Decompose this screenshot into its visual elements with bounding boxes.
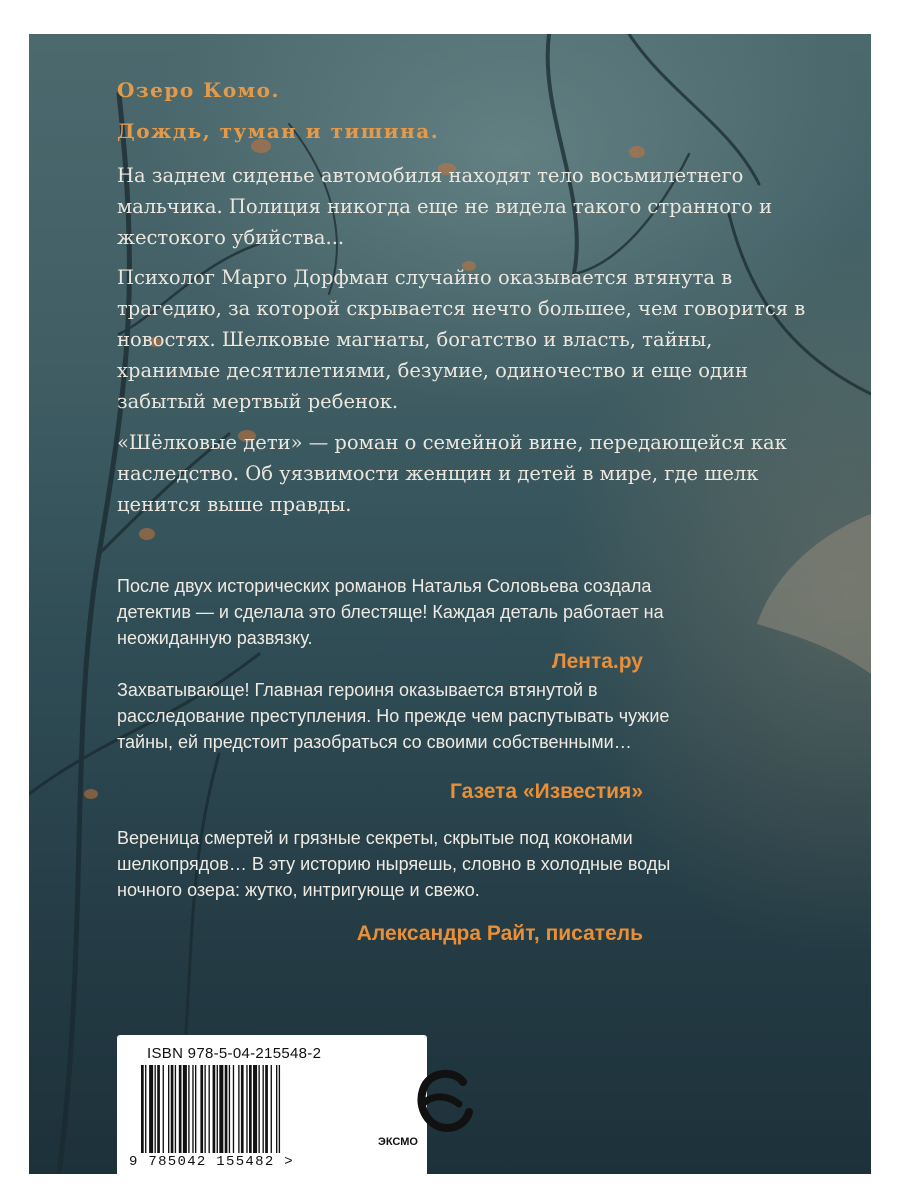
description-paragraph-2: Психолог Марго Дорфман случайно оказывается втянута в трагедию, за которой скрывается нечто большее, чем говорится в новостях. Шелковые магнаты, богатство и власть, тайны, хранимые десятилетиями, безумие, одиночество и еще один забытый мертвый ребенок. bbox=[117, 266, 806, 413]
barcode-bar bbox=[188, 1065, 189, 1153]
barcode-bar bbox=[192, 1065, 193, 1153]
barcode-bar bbox=[276, 1065, 277, 1153]
barcode-bar bbox=[157, 1065, 160, 1153]
review-quote-3: Вереница смертей и грязные секреты, скрытые под коконами шелкопрядов… В эту историю ныряешь, словно в холодные воды ночного озера: жутко, интригующе и свежо. bbox=[117, 828, 671, 900]
barcode-bar bbox=[155, 1065, 156, 1153]
barcode-bar bbox=[149, 1065, 153, 1153]
barcode-bar bbox=[271, 1065, 272, 1153]
intro-title-line-1: Озеро Комо. bbox=[117, 78, 280, 102]
barcode-bar bbox=[258, 1065, 259, 1153]
barcode-bar bbox=[168, 1065, 169, 1153]
barcode-bar bbox=[238, 1065, 239, 1153]
review-source-1: Лента.ру bbox=[551, 650, 643, 673]
publisher-name: ЭКСМО bbox=[378, 1136, 418, 1148]
barcode-bar bbox=[233, 1065, 234, 1153]
barcode-bar bbox=[263, 1065, 264, 1153]
barcode-bar bbox=[213, 1065, 216, 1153]
description-paragraph-3: «Шёлковые дети» — роман о семейной вине, передающейся как наследство. Об уязвимости женщин и детей в мире, где шелк ценится выше правды. bbox=[117, 431, 787, 516]
moth-wing-shape bbox=[757, 514, 871, 674]
barcode-bar bbox=[229, 1065, 230, 1153]
barcode-bar bbox=[175, 1065, 176, 1153]
barcode-bar bbox=[279, 1065, 280, 1153]
barcode-bar bbox=[183, 1065, 187, 1153]
barcode-bar bbox=[217, 1065, 218, 1153]
isbn-text: ISBN 978-5-04-215548-2 bbox=[147, 1045, 322, 1062]
barcode-bar bbox=[225, 1065, 228, 1153]
barcode-bar bbox=[219, 1065, 223, 1153]
review-source-2: Газета «Известия» bbox=[450, 780, 643, 803]
barcode-bar bbox=[265, 1065, 268, 1153]
barcode-bar bbox=[241, 1065, 244, 1153]
barcode-bar bbox=[249, 1065, 252, 1153]
barcode-bar bbox=[145, 1065, 146, 1153]
barcode-bar bbox=[179, 1065, 182, 1153]
barcode-bar bbox=[163, 1065, 164, 1153]
barcode-bar bbox=[195, 1065, 196, 1153]
barcode-digits: 9 785042 155482 > bbox=[129, 1154, 294, 1170]
review-source-3: Александра Райт, писатель bbox=[356, 922, 643, 945]
barcode-panel bbox=[117, 1035, 427, 1174]
review-quote-2: Захватывающе! Главная героиня оказывается втянутой в расследование преступления. Но прежде чем распутывать чужие тайны, ей предстоит разобраться со своими собственными… bbox=[117, 680, 670, 752]
intro-title-line-2: Дождь, туман и тишина. bbox=[117, 119, 440, 143]
book-back-cover bbox=[29, 34, 871, 1174]
barcode-bar bbox=[171, 1065, 174, 1153]
eksmo-logo-icon bbox=[415, 1068, 473, 1138]
description-paragraph-1: На заднем сиденье автомобиля находят тело восьмилетнего мальчика. Полиция никогда еще не видела такого странного и жестокого убийства... bbox=[117, 164, 773, 249]
barcode-bars bbox=[141, 1065, 341, 1155]
barcode-bar bbox=[209, 1065, 210, 1153]
barcode-bar bbox=[141, 1065, 144, 1153]
review-quote-1: После двух исторических романов Наталья Соловьева создала детектив — и сделала это блестяще! Каждая деталь работает на неожиданную развязку. bbox=[117, 576, 664, 648]
barcode-bar bbox=[204, 1065, 205, 1153]
barcode-bar bbox=[200, 1065, 203, 1153]
barcode-bar bbox=[253, 1065, 257, 1153]
barcode-bar bbox=[246, 1065, 247, 1153]
